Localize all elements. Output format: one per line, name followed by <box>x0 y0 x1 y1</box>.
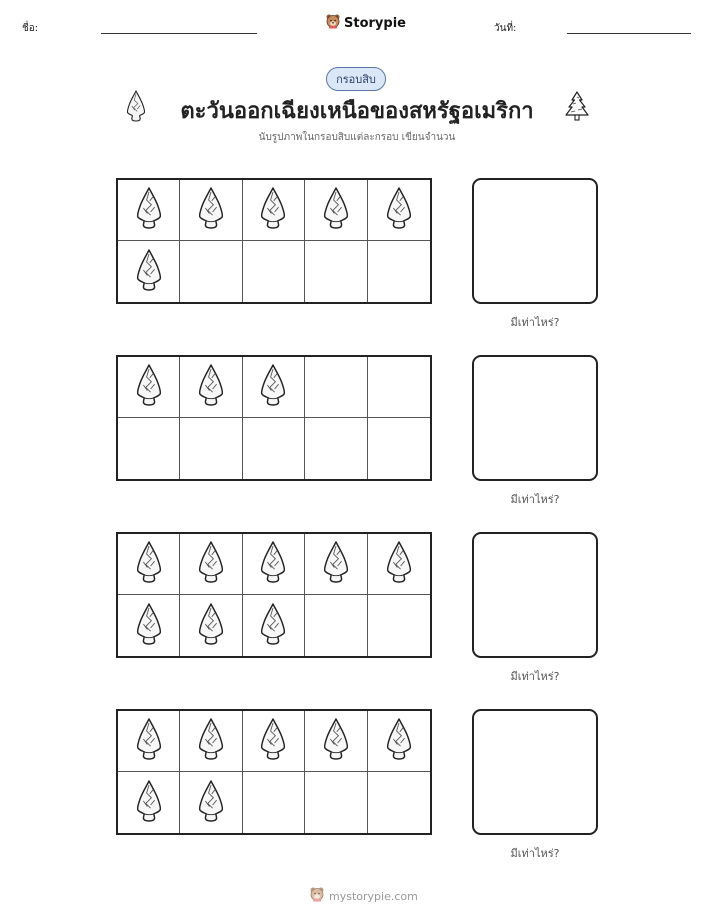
ten-frame-cell <box>118 711 180 772</box>
ten-frame-cell <box>243 418 305 479</box>
ten-frame-cell <box>305 711 367 772</box>
ten-frame-cell <box>180 418 242 479</box>
ten-frame-cell <box>118 241 180 302</box>
brand-name: Storypie <box>344 15 406 31</box>
ten-frame-cell <box>118 418 180 479</box>
arrowhead-icon <box>257 601 289 651</box>
ten-frame-cell <box>368 180 430 241</box>
ten-frame-cell <box>243 534 305 595</box>
arrowhead-icon <box>133 185 165 235</box>
arrowhead-icon <box>383 539 415 589</box>
ten-frame-cell <box>368 711 430 772</box>
ten-frame-cell <box>243 772 305 833</box>
arrowhead-icon <box>195 601 227 651</box>
arrowhead-icon <box>195 778 227 828</box>
brand-logo <box>325 13 406 33</box>
ten-frame-cell <box>118 180 180 241</box>
ten-frame-cell <box>305 357 367 418</box>
ten-frame-cell <box>305 534 367 595</box>
answer-box[interactable] <box>472 709 598 835</box>
arrowhead-icon <box>124 89 148 127</box>
arrowhead-icon <box>195 716 227 766</box>
ten-frame-cell <box>368 772 430 833</box>
ten-frame-cell <box>305 418 367 479</box>
arrowhead-icon <box>320 539 352 589</box>
ten-frame <box>116 178 432 304</box>
answer-box[interactable] <box>472 355 598 481</box>
arrowhead-icon <box>257 539 289 589</box>
name-line[interactable] <box>101 33 257 34</box>
arrowhead-icon <box>133 362 165 412</box>
pine-tree-icon <box>563 90 591 126</box>
question-label: มีเท่าไหร่? <box>510 493 560 506</box>
ten-frame-cell <box>180 180 242 241</box>
bear-mascot-icon <box>309 886 325 906</box>
footer <box>309 886 418 906</box>
arrowhead-icon <box>195 362 227 412</box>
arrowhead-icon <box>195 539 227 589</box>
arrowhead-icon <box>133 716 165 766</box>
ten-frame-cell <box>243 357 305 418</box>
answer-box[interactable] <box>472 532 598 658</box>
ten-frame <box>116 709 432 835</box>
answer-box[interactable] <box>472 178 598 304</box>
arrowhead-icon <box>257 716 289 766</box>
instructions: นับรูปภาพในกรอบสิบแต่ละกรอบ เขียนจำนวน <box>258 132 456 143</box>
arrowhead-icon <box>133 778 165 828</box>
ten-frame-cell <box>305 595 367 656</box>
ten-frame-cell <box>180 241 242 302</box>
ten-frame-cell <box>243 241 305 302</box>
ten-frame-cell <box>118 772 180 833</box>
question-label: มีเท่าไหร่? <box>510 316 560 329</box>
ten-frame-cell <box>180 711 242 772</box>
arrowhead-icon <box>257 362 289 412</box>
ten-frame-cell <box>305 772 367 833</box>
ten-frame-cell <box>243 711 305 772</box>
ten-frame-cell <box>368 418 430 479</box>
date-label: วันที่: <box>494 23 517 34</box>
name-label: ชื่อ: <box>22 23 39 34</box>
ten-frame-cell <box>180 595 242 656</box>
ten-frame-cell <box>118 534 180 595</box>
ten-frame <box>116 355 432 481</box>
ten-frame-cell <box>243 180 305 241</box>
ten-frame-cell <box>180 357 242 418</box>
question-label: มีเท่าไหร่? <box>510 670 560 683</box>
footer-url[interactable]: mystorypie.com <box>329 889 418 903</box>
arrowhead-icon <box>320 716 352 766</box>
ten-frame-cell <box>180 534 242 595</box>
arrowhead-icon <box>383 716 415 766</box>
arrowhead-icon <box>195 185 227 235</box>
question-label: มีเท่าไหร่? <box>510 847 560 860</box>
arrowhead-icon <box>133 539 165 589</box>
ten-frame-cell <box>180 772 242 833</box>
arrowhead-icon <box>383 185 415 235</box>
ten-frame-cell <box>305 180 367 241</box>
bear-mascot-icon <box>325 13 341 33</box>
page-title: ตะวันออกเฉียงเหนือของสหรัฐอเมริกา <box>180 99 534 124</box>
ten-frame-cell <box>305 241 367 302</box>
ten-frame-cell <box>243 595 305 656</box>
ten-frame-cell <box>368 241 430 302</box>
date-line[interactable] <box>567 33 691 34</box>
ten-frame-cell <box>368 534 430 595</box>
arrowhead-icon <box>133 601 165 651</box>
arrowhead-icon <box>257 185 289 235</box>
arrowhead-icon <box>320 185 352 235</box>
ten-frame-cell <box>118 357 180 418</box>
topic-badge: กรอบสิบ <box>326 67 386 91</box>
ten-frame-cell <box>368 357 430 418</box>
ten-frame-cell <box>368 595 430 656</box>
arrowhead-icon <box>133 247 165 297</box>
ten-frame <box>116 532 432 658</box>
ten-frame-cell <box>118 595 180 656</box>
